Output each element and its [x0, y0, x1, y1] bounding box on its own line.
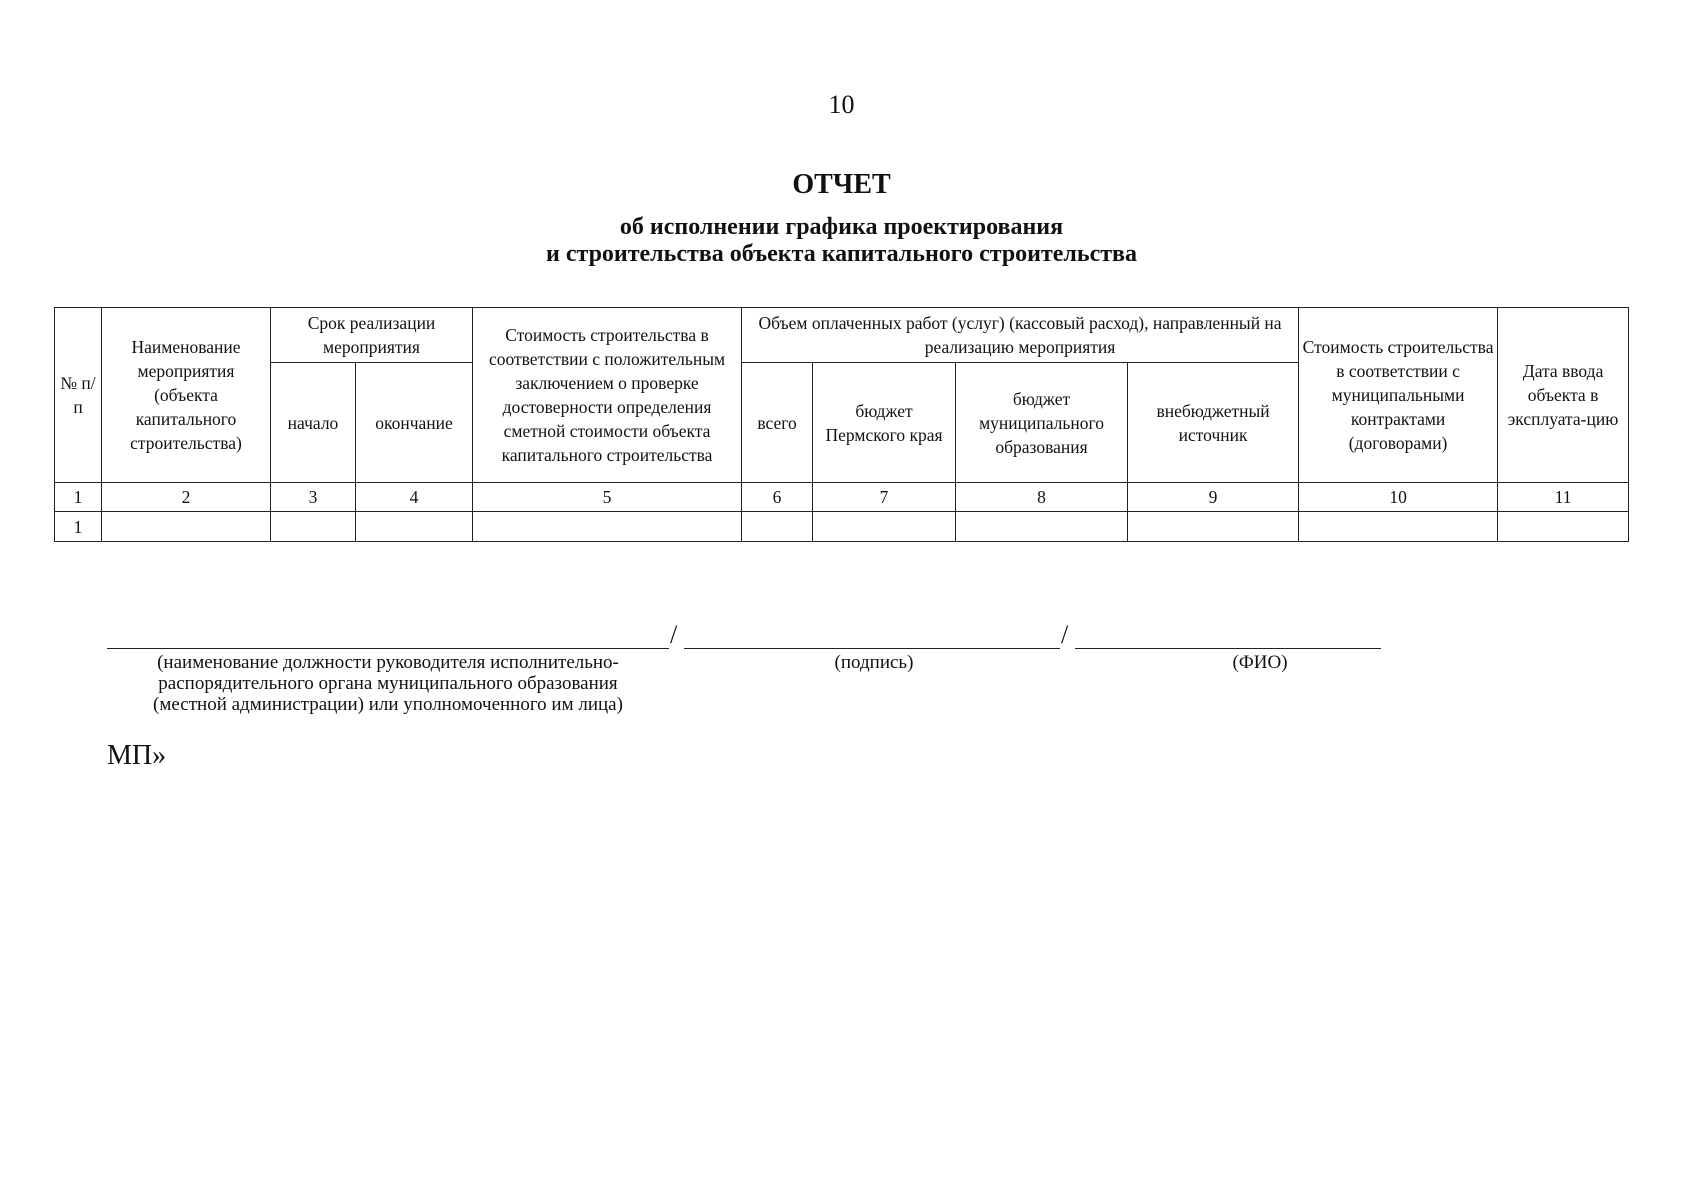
column-number: 5 [473, 483, 742, 512]
column-number: 9 [1128, 483, 1299, 512]
header-commission-date: Дата ввода объекта в эксплуата-цию [1498, 308, 1629, 483]
header-term-end: окончание [356, 363, 473, 483]
header-name: Наименование мероприятия (объекта капитального строительства) [102, 308, 271, 483]
name-line [1075, 648, 1381, 649]
column-number: 10 [1299, 483, 1498, 512]
column-number: 6 [742, 483, 813, 512]
table-cell-name [102, 512, 271, 542]
signature-separator: / [670, 620, 678, 649]
header-cost-expertise: Стоимость строительства в соответствии с положительным заключением о проверке достоверности определения сметной стоимости объекта капитального строительства [473, 308, 742, 483]
header-paid-group: Объем оплаченных работ (услуг) (кассовый расход), направленный на реализацию мероприятия [742, 308, 1299, 363]
stamp-label: МП» [107, 740, 167, 771]
header-num: № п/п [55, 308, 102, 483]
header-paid-total: всего [742, 363, 813, 483]
position-caption [107, 652, 669, 715]
header-term-group: Срок реализации мероприятия [271, 308, 473, 363]
table-cell-paid-total [742, 512, 813, 542]
table-cell-paid-municipal [956, 512, 1128, 542]
column-number: 1 [55, 483, 102, 512]
table-cell-term-end [356, 512, 473, 542]
table-cell-cost-contracts [1299, 512, 1498, 542]
report-table [54, 307, 1629, 542]
column-number: 11 [1498, 483, 1629, 512]
position-caption-line-3: (местной администрации) или уполномоченного им лица) [153, 694, 623, 715]
header-paid-regional: бюджет Пермского края [813, 363, 956, 483]
column-number: 2 [102, 483, 271, 512]
column-number-row [55, 483, 1629, 512]
column-number: 4 [356, 483, 473, 512]
header-paid-municipal: бюджет муниципального образования [956, 363, 1128, 483]
table-cell-term-start [271, 512, 356, 542]
table-cell-paid-extrabudget [1128, 512, 1299, 542]
position-caption-line-1: (наименование должности руководителя исполнительно- [157, 652, 619, 673]
name-separator: / [1061, 620, 1069, 649]
name-caption: (ФИО) [1232, 652, 1288, 673]
report-title-block [0, 168, 1683, 268]
table-cell-paid-regional [813, 512, 956, 542]
report-subtitle [0, 214, 1683, 268]
table-cell-cost-expertise [473, 512, 742, 542]
column-number: 8 [956, 483, 1128, 512]
header-term-start: начало [271, 363, 356, 483]
signature-caption: (подпись) [834, 652, 914, 673]
table-cell-commission-date [1498, 512, 1629, 542]
table-cell-num: 1 [55, 512, 102, 542]
report-subtitle-line-1: об исполнении графика проектирования [619, 214, 1064, 240]
table-row [55, 512, 1629, 542]
signature-line [684, 648, 1060, 649]
position-line [107, 648, 669, 649]
report-title: ОТЧЕТ [792, 169, 891, 200]
page-number: 10 [828, 90, 855, 119]
header-paid-extrabudget: внебюджетный источник [1128, 363, 1299, 483]
header-row-top [55, 308, 1629, 363]
position-caption-line-2: распорядительного органа муниципального образования [158, 673, 618, 694]
column-number: 7 [813, 483, 956, 512]
header-cost-contracts: Стоимость строительства в соответствии с муниципальными контрактами (договорами) [1299, 308, 1498, 483]
report-subtitle-line-2: и строительства объекта капитального строительства [546, 241, 1137, 267]
column-number: 3 [271, 483, 356, 512]
